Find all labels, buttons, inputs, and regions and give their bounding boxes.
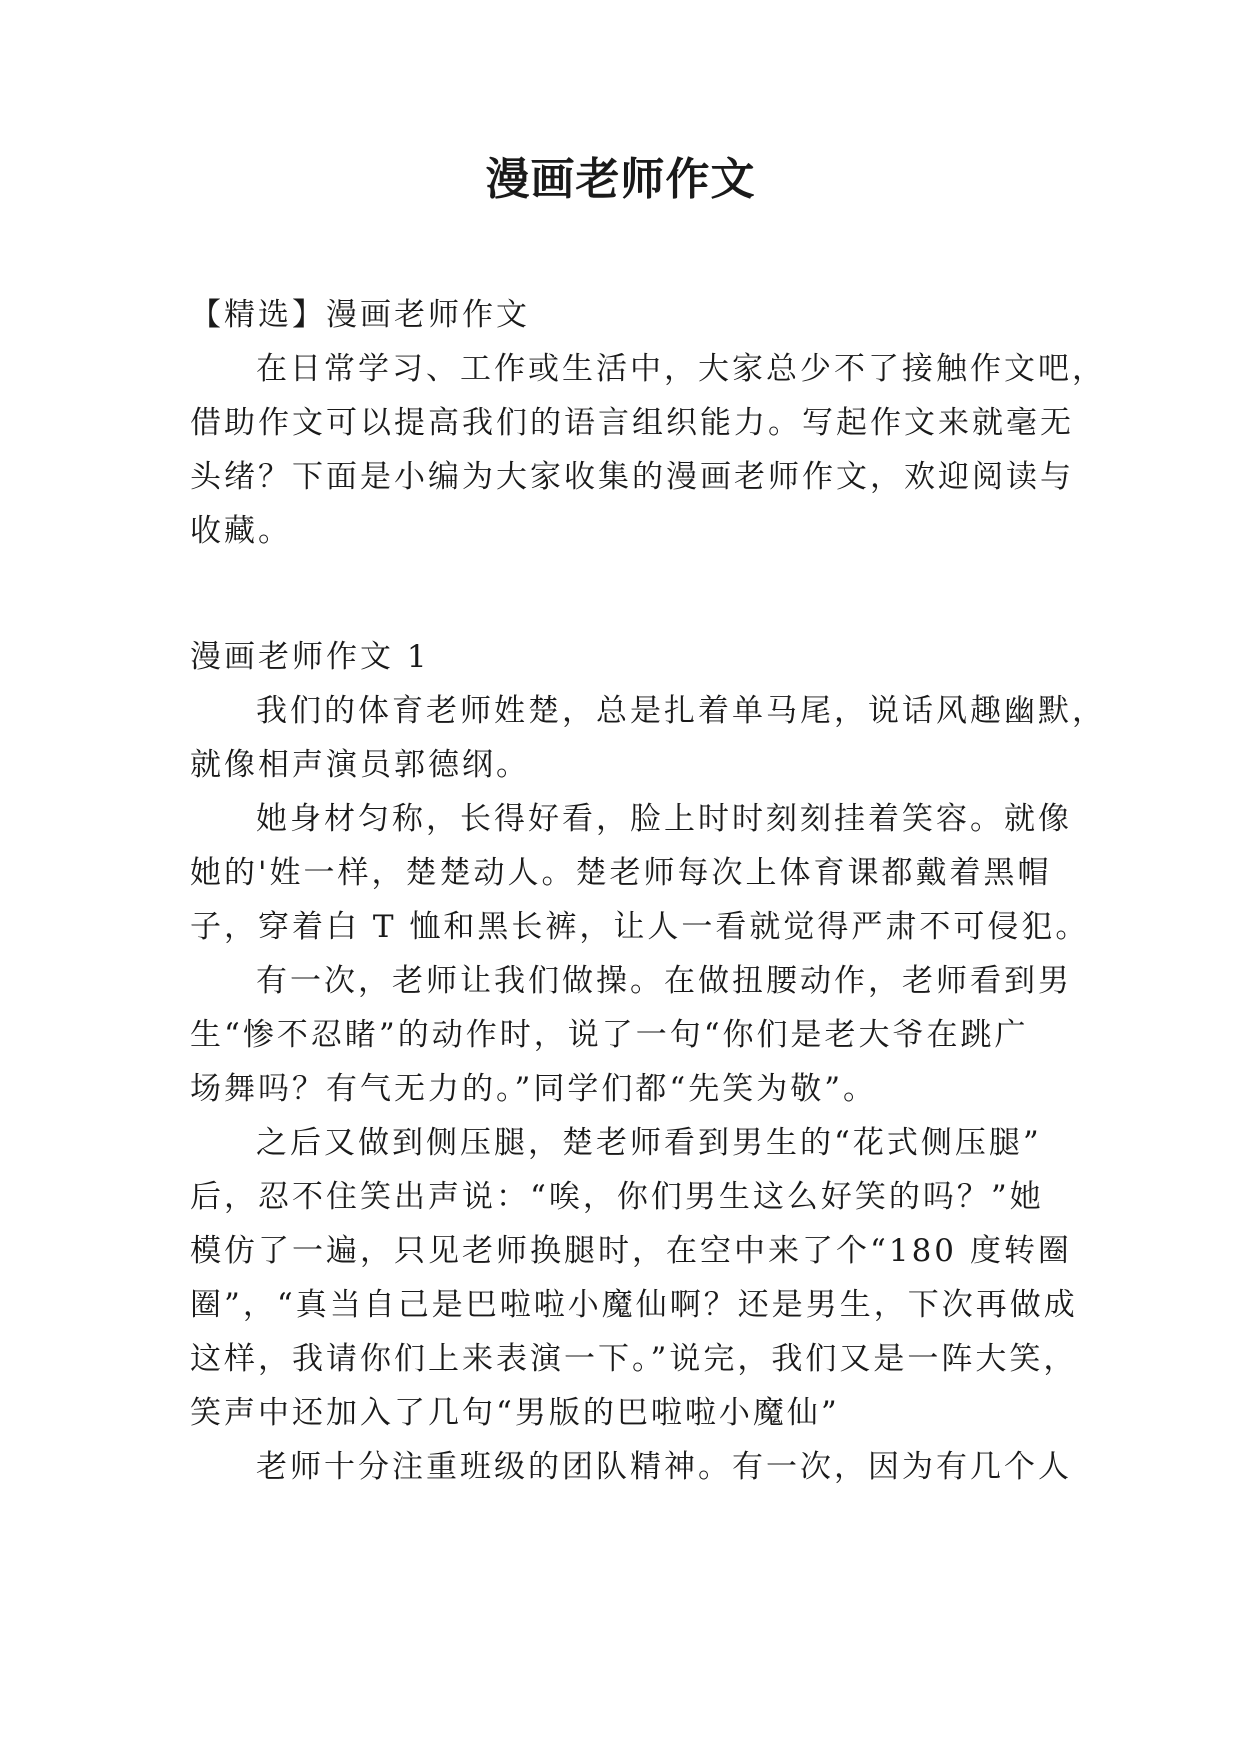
intro-line: 头绪？下面是小编为大家收集的漫画老师作文，欢迎阅读与 — [190, 459, 1074, 495]
document-title: 漫画老师作文 — [485, 154, 756, 205]
intro-line: 借助作文可以提高我们的语言组织能力。写起作文来就毫无 — [190, 405, 1074, 441]
document-body — [190, 288, 1106, 1494]
paragraph-line: 圈”，“真当自己是巴啦啦小魔仙啊？还是男生，下次再做成 — [190, 1287, 1078, 1323]
paragraph-line: 这样，我请你们上来表演一下。”说完，我们又是一阵大笑， — [190, 1341, 1078, 1377]
paragraph-line: 生“惨不忍睹”的动作时，说了一句“你们是老大爷在跳广 — [190, 1017, 1029, 1053]
paragraph-line: 模仿了一遍，只见老师换腿时，在空中来了个“180 度转圈 — [190, 1233, 1072, 1269]
intro-line: 收藏。 — [190, 513, 292, 549]
intro-line: 在日常学习、工作或生活中，大家总少不了接触作文吧， — [256, 351, 1106, 387]
paragraph-line: 场舞吗？有气无力的。”同学们都“先笑为敬”。 — [190, 1071, 878, 1107]
document-heading: 【精选】漫画老师作文 — [190, 297, 530, 333]
paragraph-line: 她身材匀称，长得好看，脸上时时刻刻挂着笑容。就像 — [256, 801, 1072, 837]
paragraph-line: 子，穿着白 T 恤和黑长裤，让人一看就觉得严肃不可侵犯。 — [190, 909, 1090, 945]
section-spacer — [190, 558, 1060, 630]
paragraph-line: 我们的体育老师姓楚，总是扎着单马尾，说话风趣幽默， — [256, 693, 1106, 729]
paragraph-line: 之后又做到侧压腿，楚老师看到男生的“花式侧压腿” — [256, 1125, 1042, 1161]
paragraph-line: 老师十分注重班级的团队精神。有一次，因为有几个人 — [256, 1449, 1072, 1485]
paragraph-line: 有一次，老师让我们做操。在做扭腰动作，老师看到男 — [256, 963, 1072, 999]
paragraph-line: 就像相声演员郭德纲。 — [190, 747, 530, 783]
paragraph-line: 后，忍不住笑出声说：“唉，你们男生这么好笑的吗？”她 — [190, 1179, 1044, 1215]
paragraph-line: 笑声中还加入了几句“男版的巴啦啦小魔仙” — [190, 1395, 840, 1431]
section-title: 漫画老师作文 1 — [190, 639, 430, 675]
paragraph-line: 她的'姓一样，楚楚动人。楚老师每次上体育课都戴着黑帽 — [190, 855, 1052, 891]
